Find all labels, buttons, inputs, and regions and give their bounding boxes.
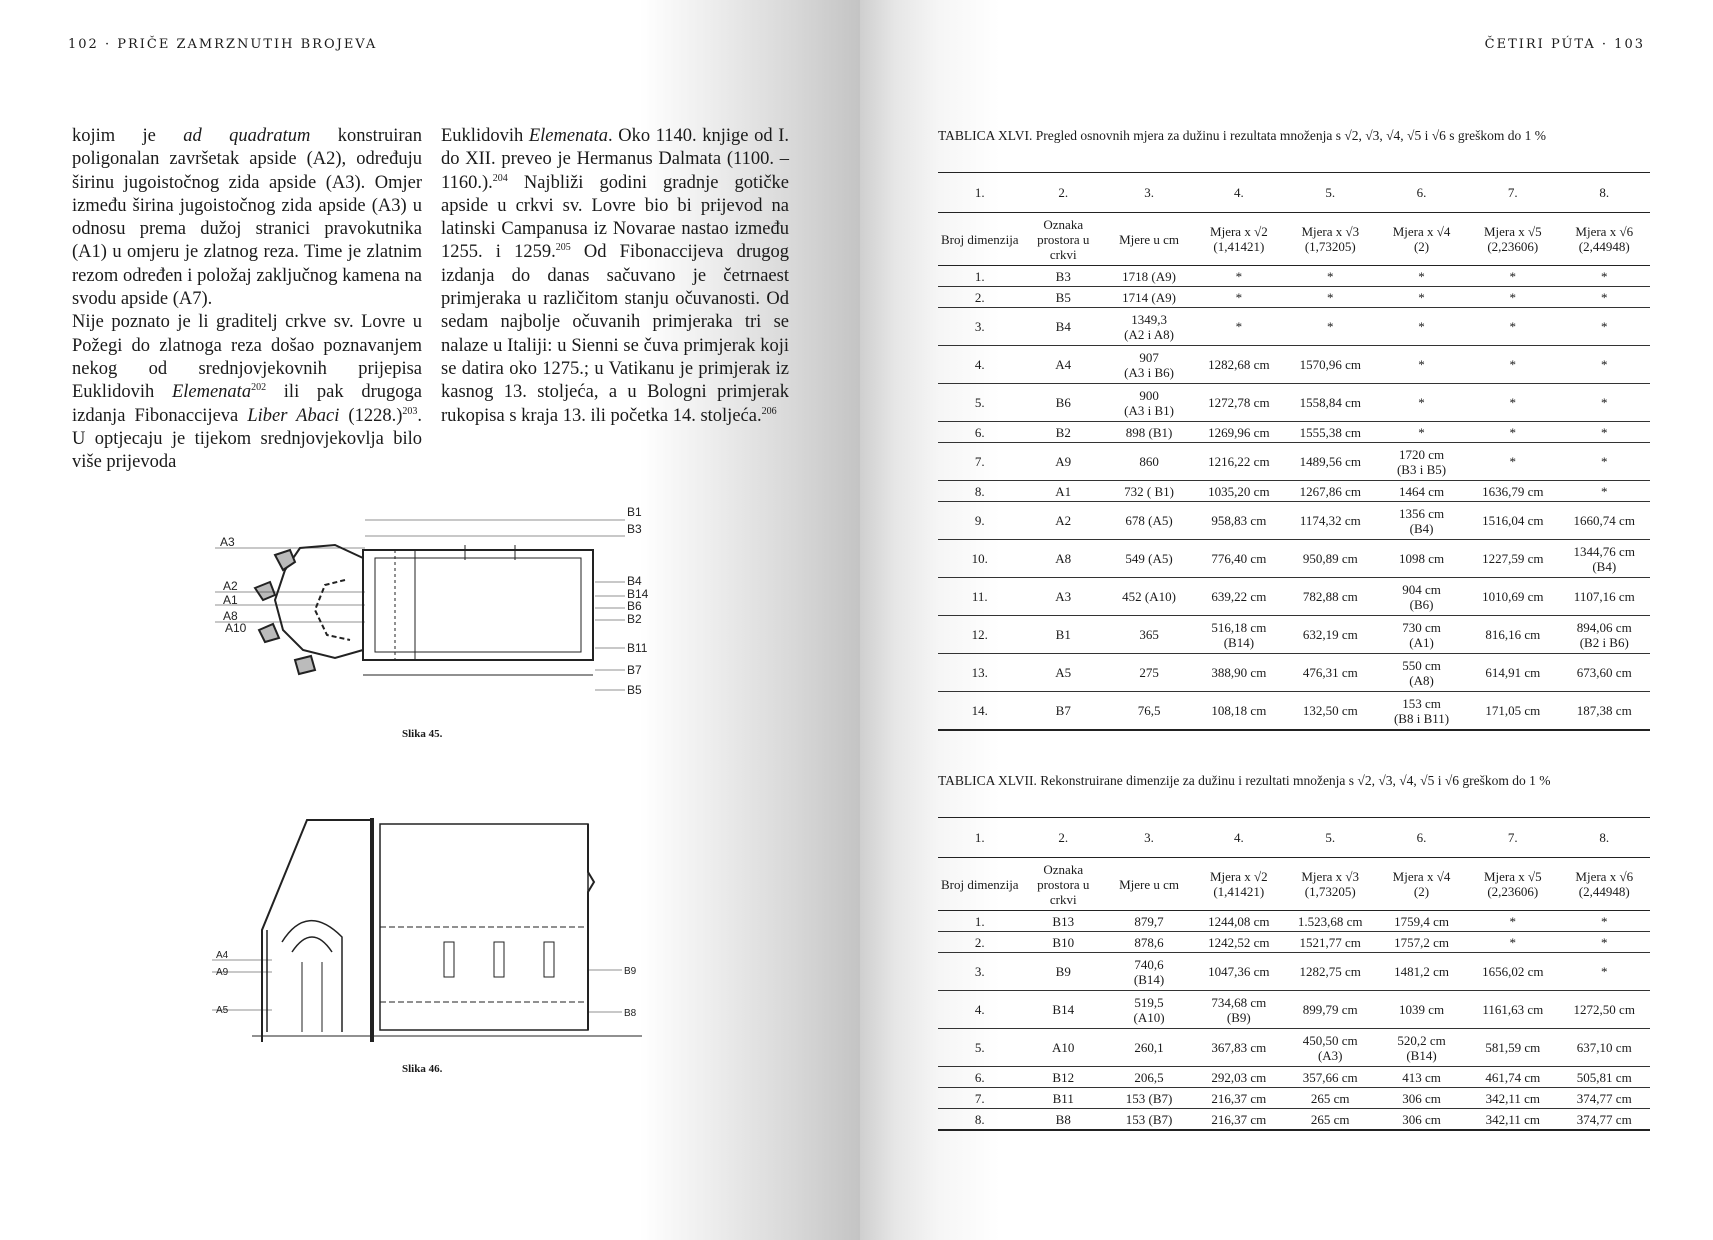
table-cell: 216,37 cm: [1193, 1109, 1284, 1131]
table-cell: 1269,96 cm: [1193, 422, 1284, 443]
table-cell: *: [1376, 308, 1467, 346]
table-cell: 520,2 cm (B14): [1376, 1029, 1467, 1067]
table-cell: 1098 cm: [1376, 540, 1467, 578]
column-number: 5.: [1285, 173, 1376, 213]
column-header: Oznaka prostora u crkvi: [1022, 858, 1105, 911]
table-cell: 306 cm: [1376, 1088, 1467, 1109]
table-cell: 782,88 cm: [1285, 578, 1376, 616]
table-cell: *: [1559, 932, 1651, 953]
table-cell: 1244,08 cm: [1193, 911, 1284, 932]
table-cell: 637,10 cm: [1559, 1029, 1651, 1067]
table-cell: 1216,22 cm: [1193, 443, 1284, 481]
table-cell: 461,74 cm: [1467, 1067, 1558, 1088]
table-cell: *: [1467, 308, 1558, 346]
table-cell: 452 (A10): [1105, 578, 1193, 616]
table-47-title: TABLICA XLVII. Rekonstruirane dimenzije za dužinu i rezultati množenja s √2, √3, √4, √5 i √6 greškom do 1 %: [938, 773, 1551, 788]
table-cell: *: [1467, 266, 1558, 287]
column-header: Broj dimenzija: [938, 213, 1022, 266]
table-cell: *: [1467, 422, 1558, 443]
paragraph-3: Euklidovih Elemenata. Oko 1140. knjige od I. do XII. preveo je Hermanus Dalmata (1100. – 1160.).$^{204}$ Najbliži godini gradnje gotičke apside u crkvi sv. Lovre bio bi prijevod na latinski Campanusa iz Novarae nastao između 1255. i 1259.$^{205}$ Od Fibonaccijeva drugog izdanja do danas sačuvano je četrnaest primjeraka u različitom stanju očuvanosti. Od sedam najbolje očuvanih primjeraka tri se nalaze u Italiji: u Sienni se čuva primjerak koji se datira oko 1275.; u Vatikanu je primjerak iz kasnog 13. stoljeća, a u Bologni primjerak rukopisa s kraja 13. ili početka 14. stoljeća.$^{206}$: [441, 126, 789, 426]
table-cell: *: [1467, 346, 1558, 384]
table-cell: 367,83 cm: [1193, 1029, 1284, 1067]
table-cell: 265 cm: [1285, 1109, 1376, 1131]
table-cell: *: [1559, 443, 1651, 481]
table-cell: 292,03 cm: [1193, 1067, 1284, 1088]
text-column-1: [72, 125, 422, 474]
table-cell: 1521,77 cm: [1285, 932, 1376, 953]
table-cell: 374,77 cm: [1559, 1109, 1651, 1131]
column-number: 2.: [1022, 818, 1105, 858]
table-cell: 342,11 cm: [1467, 1109, 1558, 1131]
table-cell: 1356 cm (B4): [1376, 502, 1467, 540]
column-header: Mjere u cm: [1105, 213, 1193, 266]
table-cell: A8: [1022, 540, 1105, 578]
column-number: 5.: [1285, 818, 1376, 858]
column-header: Mjera x √3 (1,73205): [1285, 858, 1376, 911]
figure-46-section: [212, 812, 652, 1047]
table-cell: 1267,86 cm: [1285, 481, 1376, 502]
table-cell: *: [1376, 346, 1467, 384]
table-cell: 187,38 cm: [1559, 692, 1651, 731]
label-b8: B8: [624, 1008, 637, 1019]
table-cell: B3: [1022, 266, 1105, 287]
table-cell: 1242,52 cm: [1193, 932, 1284, 953]
table-cell: *: [1193, 266, 1284, 287]
label-b7: B7: [627, 663, 642, 677]
table-cell: 10.: [938, 540, 1022, 578]
label-b1: B1: [627, 505, 642, 519]
paragraph-2: Nije poznato je li graditelj crkve sv. Lovre u Požegi do zlatnoga reza došao poznavanjem nekog od srednjovjekovnih prijepisa Euklidovih Elemenata$^{202}$ ili pak drugoga izdanja Fibonaccijeva Liber Abaci $(1228.)^{203}$. U optjecaju je tijekom srednjovjekovlja bilo više prijevoda: [72, 312, 422, 473]
table-cell: 5.: [938, 1029, 1022, 1067]
table-row: [938, 1067, 1650, 1088]
column-header: Mjera x √4 (2): [1376, 213, 1467, 266]
table-cell: 8.: [938, 1109, 1022, 1131]
label-b5: B5: [627, 683, 642, 697]
table-cell: 740,6 (B14): [1105, 953, 1193, 991]
table-cell: 1039 cm: [1376, 991, 1467, 1029]
table-cell: 899,79 cm: [1285, 991, 1376, 1029]
section-drawing: [212, 812, 652, 1047]
table-row: [938, 346, 1650, 384]
column-number: 2.: [1022, 173, 1105, 213]
table-cell: 76,5: [1105, 692, 1193, 731]
table-cell: 1464 cm: [1376, 481, 1467, 502]
table-row: [938, 287, 1650, 308]
column-header: Mjera x √6 (2,44948): [1559, 213, 1651, 266]
table-cell: B1: [1022, 616, 1105, 654]
table-cell: 153 cm (B8 i B11): [1376, 692, 1467, 731]
table-cell: 1759,4 cm: [1376, 911, 1467, 932]
table-cell: *: [1376, 266, 1467, 287]
table-cell: 776,40 cm: [1193, 540, 1284, 578]
figure-45-caption: Slika 45.: [402, 728, 443, 740]
table-cell: B13: [1022, 911, 1105, 932]
table-cell: 1481,2 cm: [1376, 953, 1467, 991]
table-cell: 730 cm (A1): [1376, 616, 1467, 654]
table-cell: 1282,75 cm: [1285, 953, 1376, 991]
table-cell: *: [1467, 287, 1558, 308]
table-row: [938, 540, 1650, 578]
table-cell: 1227,59 cm: [1467, 540, 1558, 578]
table-cell: 6.: [938, 1067, 1022, 1088]
table-row: [938, 266, 1650, 287]
table-cell: B7: [1022, 692, 1105, 731]
table-cell: 732 ( B1): [1105, 481, 1193, 502]
table-row: [938, 1029, 1650, 1067]
table-cell: 907 (A3 i B6): [1105, 346, 1193, 384]
table-cell: 632,19 cm: [1285, 616, 1376, 654]
table-cell: 7.: [938, 443, 1022, 481]
table-cell: 516,18 cm (B14): [1193, 616, 1284, 654]
label-a5: A5: [216, 1005, 229, 1016]
table-cell: *: [1467, 911, 1558, 932]
table-cell: 8.: [938, 481, 1022, 502]
table-cell: *: [1467, 443, 1558, 481]
table-cell: 171,05 cm: [1467, 692, 1558, 731]
table-cell: *: [1559, 384, 1651, 422]
table-cell: 816,16 cm: [1467, 616, 1558, 654]
label-b4: B4: [627, 574, 642, 588]
table-cell: 1174,32 cm: [1285, 502, 1376, 540]
table-cell: A2: [1022, 502, 1105, 540]
table-cell: *: [1559, 346, 1651, 384]
table-cell: *: [1285, 308, 1376, 346]
table-cell: 6.: [938, 422, 1022, 443]
table-cell: 958,83 cm: [1193, 502, 1284, 540]
label-a2: A2: [223, 579, 238, 593]
column-number: 4.: [1193, 173, 1284, 213]
table-cell: 505,81 cm: [1559, 1067, 1651, 1088]
table-cell: 4.: [938, 991, 1022, 1029]
paragraph-1: kojim je ad quadratum konstruiran poligonalan završetak apside (A2), određuju širinu jugoistočnog zida apside (A3). Omjer između širina jugoistočnog zida apside (A3) u odnosu prema dužoj stranici pravokutnika (A1) u omjeru je zlatnog reza. Time je zlatnim rezom određen i položaj zaključnog kamena na svodu apside (A7).: [72, 126, 422, 310]
table-cell: A9: [1022, 443, 1105, 481]
table-cell: 9.: [938, 502, 1022, 540]
table-cell: B14: [1022, 991, 1105, 1029]
table-cell: 1272,78 cm: [1193, 384, 1284, 422]
table-cell: *: [1467, 932, 1558, 953]
text-column-2: [441, 125, 789, 428]
table-header-row: [938, 858, 1650, 911]
column-header: Oznaka prostora u crkvi: [1022, 213, 1105, 266]
table-cell: 275: [1105, 654, 1193, 692]
table-row: [938, 308, 1650, 346]
table-cell: 388,90 cm: [1193, 654, 1284, 692]
table-cell: *: [1559, 911, 1651, 932]
table-cell: 206,5: [1105, 1067, 1193, 1088]
column-number: 1.: [938, 173, 1022, 213]
table-row: [938, 932, 1650, 953]
table-cell: 306 cm: [1376, 1109, 1467, 1131]
table-header-row: [938, 213, 1650, 266]
column-number: 6.: [1376, 173, 1467, 213]
table-cell: *: [1559, 481, 1651, 502]
table-cell: 108,18 cm: [1193, 692, 1284, 731]
table-cell: 581,59 cm: [1467, 1029, 1558, 1067]
column-number: 4.: [1193, 818, 1284, 858]
table-cell: A10: [1022, 1029, 1105, 1067]
table-cell: 879,7: [1105, 911, 1193, 932]
table-cell: 476,31 cm: [1285, 654, 1376, 692]
table-cell: 614,91 cm: [1467, 654, 1558, 692]
table-cell: 3.: [938, 308, 1022, 346]
column-header: Mjera x √6 (2,44948): [1559, 858, 1651, 911]
table-cell: 1660,74 cm: [1559, 502, 1651, 540]
table-cell: 639,22 cm: [1193, 578, 1284, 616]
table-cell: 1010,69 cm: [1467, 578, 1558, 616]
table-row: [938, 911, 1650, 932]
table-row: [938, 1088, 1650, 1109]
table-cell: 1047,36 cm: [1193, 953, 1284, 991]
table-cell: 1349,3 (A2 i A8): [1105, 308, 1193, 346]
label-a4: A4: [216, 950, 229, 961]
column-header: Mjera x √5 (2,23606): [1467, 213, 1558, 266]
table-cell: B11: [1022, 1088, 1105, 1109]
table-cell: 1.: [938, 266, 1022, 287]
column-header: Mjera x √2 (1,41421): [1193, 858, 1284, 911]
table-cell: *: [1559, 953, 1651, 991]
table-cell: 216,37 cm: [1193, 1088, 1284, 1109]
table-cell: 1035,20 cm: [1193, 481, 1284, 502]
running-head-left: 102 · PRIČE ZAMRZNUTIH BROJEVA: [68, 37, 378, 52]
table-cell: 12.: [938, 616, 1022, 654]
label-b9: B9: [624, 966, 637, 977]
table-cell: *: [1559, 287, 1651, 308]
table-cell: *: [1467, 384, 1558, 422]
table-cell: *: [1376, 422, 1467, 443]
table-cell: 13.: [938, 654, 1022, 692]
table-cell: *: [1559, 266, 1651, 287]
table-row: [938, 692, 1650, 731]
table-cell: *: [1285, 287, 1376, 308]
label-b11: B11: [627, 641, 648, 655]
table-row: [938, 443, 1650, 481]
table-row: [938, 991, 1650, 1029]
column-header: Mjera x √3 (1,73205): [1285, 213, 1376, 266]
table-cell: 904 cm (B6): [1376, 578, 1467, 616]
table-row: [938, 422, 1650, 443]
table-cell: 1720 cm (B3 i B5): [1376, 443, 1467, 481]
table-cell: *: [1559, 422, 1651, 443]
table-cell: 1107,16 cm: [1559, 578, 1651, 616]
table-cell: 1489,56 cm: [1285, 443, 1376, 481]
table-row: [938, 616, 1650, 654]
table-row: [938, 578, 1650, 616]
table-cell: 1558,84 cm: [1285, 384, 1376, 422]
table-cell: 1570,96 cm: [1285, 346, 1376, 384]
table-cell: 153 (B7): [1105, 1109, 1193, 1131]
label-a10: A10: [225, 621, 247, 635]
table-cell: B4: [1022, 308, 1105, 346]
column-number: 6.: [1376, 818, 1467, 858]
table-cell: 673,60 cm: [1559, 654, 1651, 692]
table-cell: 357,66 cm: [1285, 1067, 1376, 1088]
table-cell: 1718 (A9): [1105, 266, 1193, 287]
table-cell: 11.: [938, 578, 1022, 616]
column-header: Mjere u cm: [1105, 858, 1193, 911]
column-number: 7.: [1467, 173, 1558, 213]
table-cell: B9: [1022, 953, 1105, 991]
label-b3: B3: [627, 522, 642, 536]
table-cell: B5: [1022, 287, 1105, 308]
table-cell: B6: [1022, 384, 1105, 422]
column-header: Mjera x √2 (1,41421): [1193, 213, 1284, 266]
table-cell: 1516,04 cm: [1467, 502, 1558, 540]
table-cell: 894,06 cm (B2 i B6): [1559, 616, 1651, 654]
table-cell: 4.: [938, 346, 1022, 384]
table-cell: 860: [1105, 443, 1193, 481]
table-cell: 1656,02 cm: [1467, 953, 1558, 991]
table-cell: 1.: [938, 911, 1022, 932]
figure-46-caption: Slika 46.: [402, 1063, 443, 1075]
table-row: [938, 502, 1650, 540]
table-row: [938, 654, 1650, 692]
column-number: 3.: [1105, 818, 1193, 858]
table-cell: B2: [1022, 422, 1105, 443]
table-cell: B8: [1022, 1109, 1105, 1131]
table-46-title: TABLICA XLVI. Pregled osnovnih mjera za dužinu i rezultata množenja s √2, √3, √4, √5 i √6 s greškom do 1 %: [938, 128, 1546, 143]
column-number: 8.: [1559, 173, 1651, 213]
table-cell: 2.: [938, 287, 1022, 308]
table-cell: 132,50 cm: [1285, 692, 1376, 731]
column-header: Mjera x √4 (2): [1376, 858, 1467, 911]
table-cell: 1282,68 cm: [1193, 346, 1284, 384]
table-cell: 5.: [938, 384, 1022, 422]
label-b14: B14: [627, 587, 649, 601]
table-cell: 1757,2 cm: [1376, 932, 1467, 953]
table-cell: B12: [1022, 1067, 1105, 1088]
table-column-numbers: [938, 173, 1650, 213]
table-cell: 14.: [938, 692, 1022, 731]
label-a8: A8: [223, 609, 238, 623]
running-head-right: ČETIRI PÚTA · 103: [1484, 37, 1645, 52]
table-row: [938, 953, 1650, 991]
column-number: 1.: [938, 818, 1022, 858]
table-cell: *: [1285, 266, 1376, 287]
table-cell: 1.523,68 cm: [1285, 911, 1376, 932]
table-row: [938, 384, 1650, 422]
table-cell: 549 (A5): [1105, 540, 1193, 578]
table-cell: 374,77 cm: [1559, 1088, 1651, 1109]
table-cell: 3.: [938, 953, 1022, 991]
table-cell: 450,50 cm (A3): [1285, 1029, 1376, 1067]
table-cell: 342,11 cm: [1467, 1088, 1558, 1109]
table-cell: 1272,50 cm: [1559, 991, 1651, 1029]
table-cell: 678 (A5): [1105, 502, 1193, 540]
table-cell: 1555,38 cm: [1285, 422, 1376, 443]
table-cell: 519,5 (A10): [1105, 991, 1193, 1029]
label-a9: A9: [216, 967, 229, 978]
table-cell: *: [1376, 287, 1467, 308]
table-cell: 265 cm: [1285, 1088, 1376, 1109]
table-cell: 1636,79 cm: [1467, 481, 1558, 502]
table-cell: A5: [1022, 654, 1105, 692]
table-46: [938, 172, 1650, 731]
table-cell: *: [1559, 308, 1651, 346]
label-b6: B6: [627, 599, 642, 613]
table-cell: *: [1193, 287, 1284, 308]
figure-45-floor-plan: [215, 500, 655, 700]
table-cell: *: [1376, 384, 1467, 422]
table-cell: A1: [1022, 481, 1105, 502]
table-cell: 260,1: [1105, 1029, 1193, 1067]
table-cell: *: [1193, 308, 1284, 346]
table-cell: 153 (B7): [1105, 1088, 1193, 1109]
table-cell: 550 cm (A8): [1376, 654, 1467, 692]
table-cell: 2.: [938, 932, 1022, 953]
table-cell: A3: [1022, 578, 1105, 616]
table-cell: 1714 (A9): [1105, 287, 1193, 308]
table-cell: 898 (B1): [1105, 422, 1193, 443]
table-column-numbers: [938, 818, 1650, 858]
table-cell: 734,68 cm (B9): [1193, 991, 1284, 1029]
table-cell: A4: [1022, 346, 1105, 384]
column-number: 3.: [1105, 173, 1193, 213]
table-cell: 878,6: [1105, 932, 1193, 953]
table-cell: 1344,76 cm (B4): [1559, 540, 1651, 578]
column-number: 8.: [1559, 818, 1651, 858]
table-47: [938, 817, 1650, 1131]
table-cell: B10: [1022, 932, 1105, 953]
table-cell: 950,89 cm: [1285, 540, 1376, 578]
table-row: [938, 1109, 1650, 1131]
column-header: Broj dimenzija: [938, 858, 1022, 911]
column-header: Mjera x √5 (2,23606): [1467, 858, 1558, 911]
label-a1: A1: [223, 593, 238, 607]
label-b2: B2: [627, 612, 642, 626]
table-cell: 365: [1105, 616, 1193, 654]
table-row: [938, 481, 1650, 502]
table-cell: 413 cm: [1376, 1067, 1467, 1088]
table-cell: 900 (A3 i B1): [1105, 384, 1193, 422]
label-a3: A3: [220, 535, 235, 549]
column-number: 7.: [1467, 818, 1558, 858]
table-cell: 1161,63 cm: [1467, 991, 1558, 1029]
table-cell: 7.: [938, 1088, 1022, 1109]
floor-plan-drawing: [215, 500, 655, 700]
